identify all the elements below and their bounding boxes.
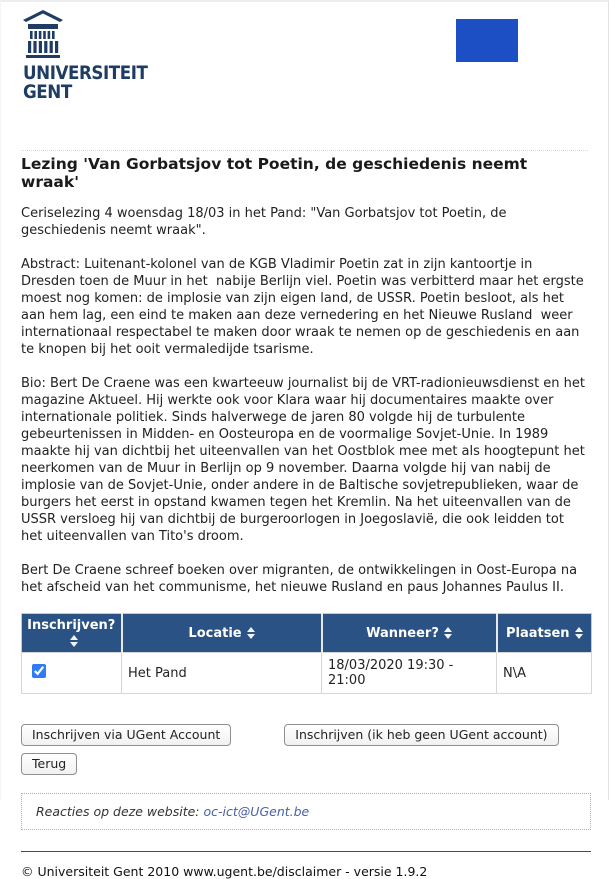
- sessions-table: [21, 613, 592, 694]
- subscribe-no-account-button[interactable]: Inschrijven (ik heb geen UGent account): [284, 724, 558, 746]
- header-banner-image: [456, 19, 518, 62]
- logo-text-line2: GENT: [23, 81, 72, 104]
- main-content: [1, 150, 608, 879]
- sort-icon[interactable]: [247, 627, 255, 639]
- feedback-box: [21, 793, 591, 830]
- copyright-text: © Universiteit Gent 2010 www.ugent.be/disclaimer - versie 1.9.2: [21, 864, 428, 879]
- page-title: Lezing 'Van Gorbatsjov tot Poetin, de geschiedenis neemt wraak': [21, 155, 528, 191]
- column-header-wanneer[interactable]: Wanneer?: [322, 614, 497, 653]
- sort-icon[interactable]: [444, 627, 452, 639]
- feedback-email-link[interactable]: oc-ict@UGent.be: [203, 804, 310, 819]
- books-paragraph: Bert De Craene schreef boeken over migranten, de ontwikkelingen in Oost-Europa na het afscheid van het communisme, het nieuwe Rusland en paus Johannes Paulus II.: [21, 563, 582, 595]
- abstract-paragraph: Abstract: Luitenant-kolonel van de KGB Vladimir Poetin zat in zijn kantoortje in Dresden toen de Muur in het nabije Berlijn viel. Poetin was verbitterd maar het ergste moest nog komen: de implosie van zijn eigen land, de USSR. Poetin besloot, als het aan hem lag, een eind te maken aan deze vernedering en het Nieuwe Rusland weer internationaal respectabel te maken door wraak te nemen op de geschiedenis en aan te knopen bij het ooit vermaledijde tsarisme.: [21, 257, 588, 357]
- cell-plaatsen: N\A: [497, 653, 592, 694]
- cell-locatie: Het Pand: [122, 653, 322, 694]
- subscribe-checkbox[interactable]: [32, 664, 46, 678]
- column-header-locatie[interactable]: Locatie: [122, 614, 322, 653]
- footer-divider: [21, 851, 591, 852]
- column-header-plaatsen[interactable]: Plaatsen: [497, 614, 592, 653]
- sort-icon[interactable]: [70, 635, 78, 647]
- bio-paragraph: Bio: Bert De Craene was een kwarteeuw journalist bij de VRT-radionieuwsdienst en het magazine Aktueel. Hij werkte ook voor Klara waar hij documentaires maakte over internationale politiek. Sinds halverwege de jaren 80 volgde hij de turbulente gebeurtenissen in Midden- en Oosteuropa en de voormalige Sovjet-Unie. In 1989 maakte hij van dichtbij het uiteenvallen van het Oostblok mee met als hoogtepunt het neerkomen van de Muur in Berlijn op 9 november. Daarna volgde hij van nabij de implosie van de Sovjet-Unie, onder andere in de Baltische sovjetrepublieken, waar de burgers het eerst in opstand kwamen tegen het Kremlin. Na het uiteenvallen van de USSR versloeg hij van dichtbij de burgeroorlogen in Joegoslavië, die ook leidden tot het uiteenvallen van Tito's droom.: [21, 376, 590, 544]
- intro-paragraph: Ceriselezing 4 woensdag 18/03 in het Pand: "Van Gorbatsjov tot Poetin, de geschiedenis neemt wraak".: [21, 206, 511, 238]
- sort-icon[interactable]: [575, 627, 583, 639]
- cell-wanneer: 18/03/2020 19:30 - 21:00: [322, 653, 497, 694]
- subscribe-ugent-button[interactable]: Inschrijven via UGent Account: [21, 724, 231, 746]
- column-header-inschrijven[interactable]: Inschrijven?: [22, 614, 122, 653]
- section-divider: [21, 150, 588, 151]
- logo-text-line1: UNIVERSITEIT: [23, 62, 148, 84]
- table-row: [22, 653, 592, 694]
- ugent-temple-icon: [23, 10, 63, 58]
- ugent-logo: [23, 10, 608, 103]
- page-header: [1, 2, 608, 110]
- back-button[interactable]: Terug: [21, 753, 77, 775]
- cell-inschrijven: [22, 653, 122, 694]
- feedback-label: Reacties op deze website:: [36, 804, 200, 819]
- table-header-row: [22, 614, 592, 653]
